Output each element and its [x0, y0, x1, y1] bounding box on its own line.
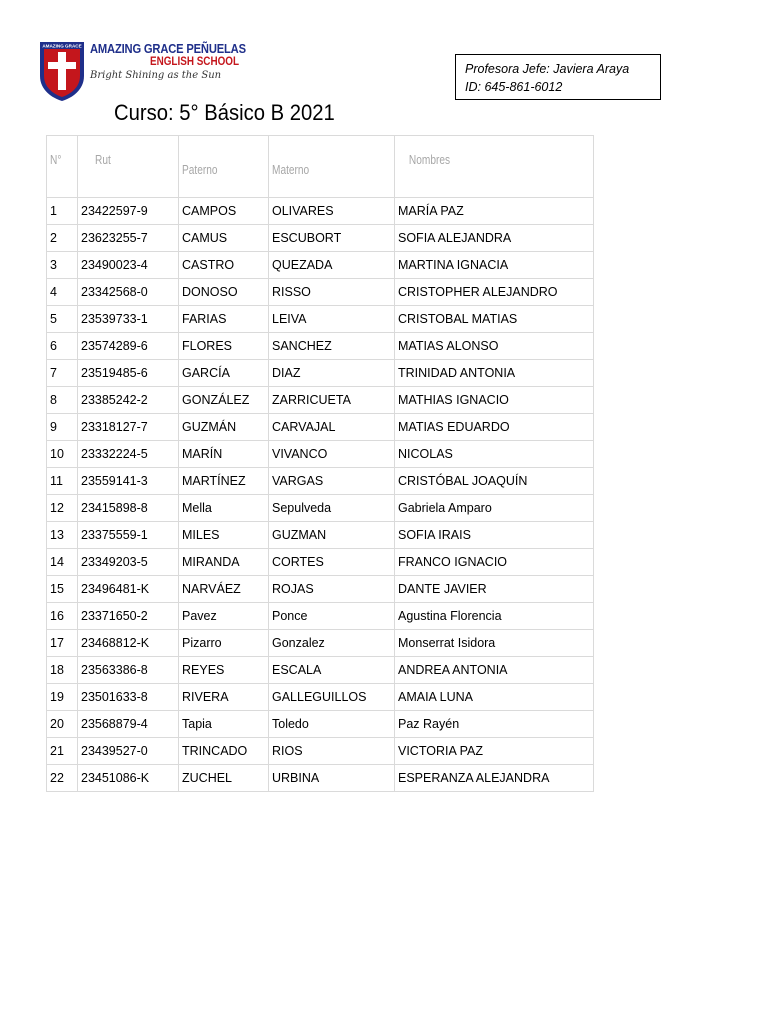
cell-number: 6	[47, 333, 78, 360]
cell-materno: DIAZ	[269, 360, 395, 387]
cell-materno: CARVAJAL	[269, 414, 395, 441]
table-row	[47, 711, 594, 738]
cell-materno: URBINA	[269, 765, 395, 792]
header-nombres: Nombres	[395, 136, 594, 198]
header-number: N°	[47, 136, 78, 198]
cell-rut: 23574289-6	[78, 333, 179, 360]
cell-materno: CORTES	[269, 549, 395, 576]
table-row	[47, 387, 594, 414]
cell-number: 11	[47, 468, 78, 495]
teacher-name: Profesora Jefe: Javiera Araya	[465, 62, 630, 76]
cell-number: 1	[47, 198, 78, 225]
cell-rut: 23332224-5	[78, 441, 179, 468]
cell-rut: 23519485-6	[78, 360, 179, 387]
cell-rut: 23422597-9	[78, 198, 179, 225]
cell-paterno: REYES	[179, 657, 269, 684]
cell-paterno: Pavez	[179, 603, 269, 630]
cell-nombres: ANDREA ANTONIA	[395, 657, 594, 684]
table-row	[47, 252, 594, 279]
cell-paterno: GONZÁLEZ	[179, 387, 269, 414]
cell-rut: 23415898-8	[78, 495, 179, 522]
cell-paterno: CAMPOS	[179, 198, 269, 225]
table-row	[47, 279, 594, 306]
cell-number: 9	[47, 414, 78, 441]
school-tagline: Bright Shining as the Sun	[90, 70, 222, 81]
cell-paterno: GUZMÁN	[179, 414, 269, 441]
cell-materno: RISSO	[269, 279, 395, 306]
cell-paterno: NARVÁEZ	[179, 576, 269, 603]
cell-paterno: MARÍN	[179, 441, 269, 468]
cell-paterno: DONOSO	[179, 279, 269, 306]
cell-materno: GUZMAN	[269, 522, 395, 549]
table-header-row	[47, 136, 594, 198]
cell-number: 3	[47, 252, 78, 279]
cell-nombres: ESPERANZA ALEJANDRA	[395, 765, 594, 792]
cell-materno: VARGAS	[269, 468, 395, 495]
cell-nombres: MARÍA PAZ	[395, 198, 594, 225]
cell-paterno: CASTRO	[179, 252, 269, 279]
cell-paterno: FARIAS	[179, 306, 269, 333]
cell-paterno: RIVERA	[179, 684, 269, 711]
cell-number: 20	[47, 711, 78, 738]
cell-materno: Ponce	[269, 603, 395, 630]
table-row	[47, 414, 594, 441]
cell-nombres: MATIAS EDUARDO	[395, 414, 594, 441]
header-rut: Rut	[78, 136, 179, 198]
header-materno: Materno	[269, 136, 395, 198]
cell-rut: 23342568-0	[78, 279, 179, 306]
cell-nombres: TRINIDAD ANTONIA	[395, 360, 594, 387]
cell-rut: 23501633-8	[78, 684, 179, 711]
cell-rut: 23490023-4	[78, 252, 179, 279]
cell-paterno: Tapia	[179, 711, 269, 738]
table-row	[47, 333, 594, 360]
table-row	[47, 198, 594, 225]
cell-number: 14	[47, 549, 78, 576]
table-row	[47, 630, 594, 657]
cell-materno: SANCHEZ	[269, 333, 395, 360]
cell-rut: 23451086-K	[78, 765, 179, 792]
cell-rut: 23349203-5	[78, 549, 179, 576]
cell-number: 5	[47, 306, 78, 333]
table-row	[47, 468, 594, 495]
cell-materno: RIOS	[269, 738, 395, 765]
cell-number: 2	[47, 225, 78, 252]
cell-materno: LEIVA	[269, 306, 395, 333]
cell-paterno: Mella	[179, 495, 269, 522]
cell-materno: OLIVARES	[269, 198, 395, 225]
student-roster-table	[46, 135, 594, 792]
cell-paterno: CAMUS	[179, 225, 269, 252]
cell-number: 17	[47, 630, 78, 657]
cell-rut: 23318127-7	[78, 414, 179, 441]
table-row	[47, 522, 594, 549]
cell-nombres: SOFIA ALEJANDRA	[395, 225, 594, 252]
table-row	[47, 549, 594, 576]
cell-rut: 23375559-1	[78, 522, 179, 549]
cell-nombres: Agustina Florencia	[395, 603, 594, 630]
cell-number: 10	[47, 441, 78, 468]
table-row	[47, 603, 594, 630]
cell-rut: 23559141-3	[78, 468, 179, 495]
cell-rut: 23563386-8	[78, 657, 179, 684]
table-row	[47, 306, 594, 333]
cell-paterno: FLORES	[179, 333, 269, 360]
cell-nombres: CRISTÓBAL JOAQUÍN	[395, 468, 594, 495]
cell-nombres: FRANCO IGNACIO	[395, 549, 594, 576]
cell-materno: ESCALA	[269, 657, 395, 684]
table-row	[47, 576, 594, 603]
cell-materno: VIVANCO	[269, 441, 395, 468]
cell-rut: 23539733-1	[78, 306, 179, 333]
teacher-info-box	[455, 54, 661, 100]
school-name: AMAZING GRACE PEÑUELAS	[90, 41, 246, 56]
cell-nombres: VICTORIA PAZ	[395, 738, 594, 765]
cell-materno: QUEZADA	[269, 252, 395, 279]
cell-materno: Gonzalez	[269, 630, 395, 657]
cell-materno: ESCUBORT	[269, 225, 395, 252]
cell-number: 4	[47, 279, 78, 306]
cell-nombres: AMAIA LUNA	[395, 684, 594, 711]
cell-number: 15	[47, 576, 78, 603]
header-paterno: Paterno	[179, 136, 269, 198]
cell-paterno: MIRANDA	[179, 549, 269, 576]
cell-nombres: CRISTOBAL MATIAS	[395, 306, 594, 333]
cell-rut: 23385242-2	[78, 387, 179, 414]
cell-nombres: Gabriela Amparo	[395, 495, 594, 522]
cell-materno: ZARRICUETA	[269, 387, 395, 414]
cell-number: 7	[47, 360, 78, 387]
cell-rut: 23371650-2	[78, 603, 179, 630]
cell-number: 22	[47, 765, 78, 792]
teacher-id: ID: 645-861-6012	[465, 80, 563, 94]
cell-rut: 23468812-K	[78, 630, 179, 657]
course-title: Curso: 5° Básico B 2021	[114, 100, 335, 125]
table-row	[47, 495, 594, 522]
cell-materno: Toledo	[269, 711, 395, 738]
cell-number: 18	[47, 657, 78, 684]
table-row	[47, 441, 594, 468]
table-row	[47, 225, 594, 252]
cell-number: 21	[47, 738, 78, 765]
school-logo	[38, 40, 246, 104]
cell-nombres: NICOLAS	[395, 441, 594, 468]
cell-materno: Sepulveda	[269, 495, 395, 522]
table-row	[47, 738, 594, 765]
cell-nombres: DANTE JAVIER	[395, 576, 594, 603]
cell-number: 19	[47, 684, 78, 711]
cell-nombres: MATHIAS IGNACIO	[395, 387, 594, 414]
cell-paterno: MILES	[179, 522, 269, 549]
cell-materno: GALLEGUILLOS	[269, 684, 395, 711]
table-row	[47, 360, 594, 387]
cell-paterno: MARTÍNEZ	[179, 468, 269, 495]
table-row	[47, 657, 594, 684]
cell-rut: 23439527-0	[78, 738, 179, 765]
cell-number: 16	[47, 603, 78, 630]
cell-paterno: Pizarro	[179, 630, 269, 657]
cell-nombres: MATIAS ALONSO	[395, 333, 594, 360]
svg-text:AMAZING GRACE: AMAZING GRACE	[42, 43, 82, 49]
school-subtitle: ENGLISH SCHOOL	[150, 56, 240, 68]
table-row	[47, 684, 594, 711]
cell-rut: 23496481-K	[78, 576, 179, 603]
cell-paterno: ZUCHEL	[179, 765, 269, 792]
cell-nombres: Paz Rayén	[395, 711, 594, 738]
cell-nombres: CRISTOPHER ALEJANDRO	[395, 279, 594, 306]
cell-rut: 23623255-7	[78, 225, 179, 252]
table-row	[47, 765, 594, 792]
cell-number: 8	[47, 387, 78, 414]
cell-number: 13	[47, 522, 78, 549]
cell-nombres: SOFIA IRAIS	[395, 522, 594, 549]
cell-paterno: TRINCADO	[179, 738, 269, 765]
cell-paterno: GARCÍA	[179, 360, 269, 387]
cell-rut: 23568879-4	[78, 711, 179, 738]
cell-nombres: MARTINA IGNACIA	[395, 252, 594, 279]
cell-number: 12	[47, 495, 78, 522]
cell-nombres: Monserrat Isidora	[395, 630, 594, 657]
cell-materno: ROJAS	[269, 576, 395, 603]
school-crest-icon	[38, 40, 86, 102]
